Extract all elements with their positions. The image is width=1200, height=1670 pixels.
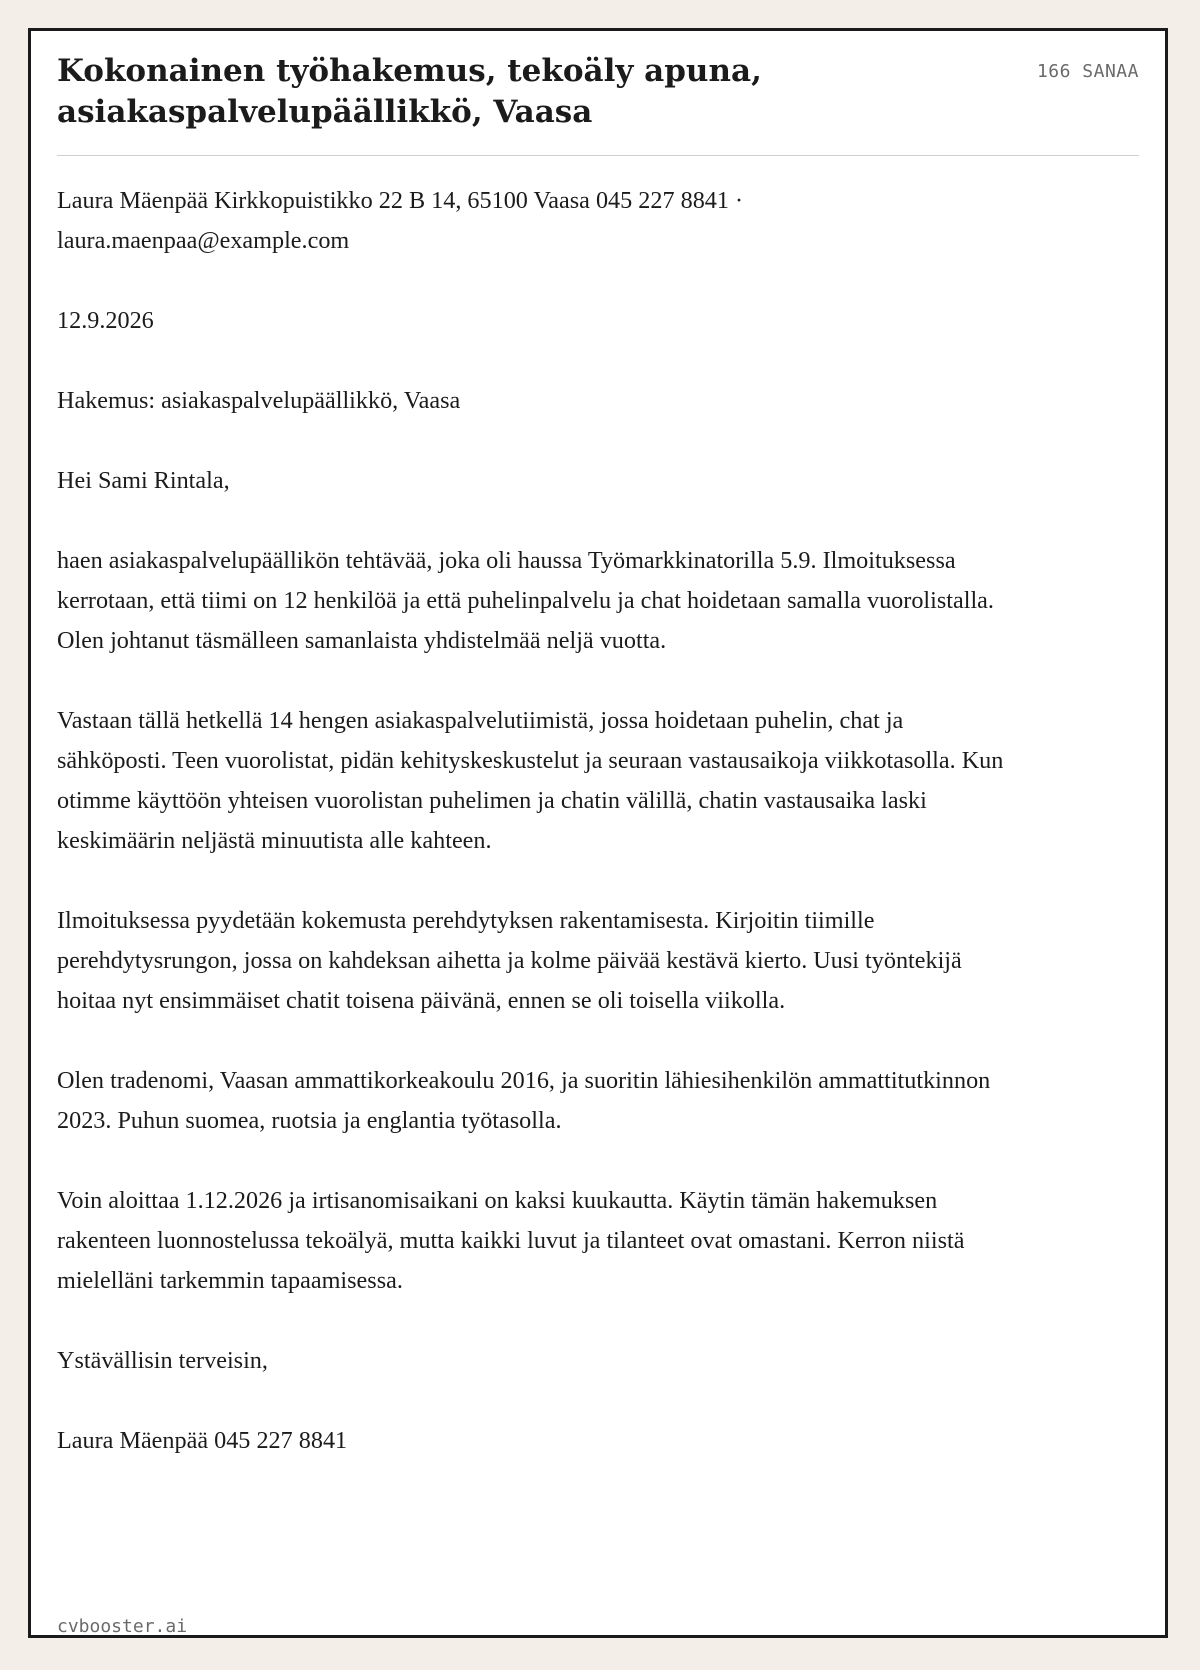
letter-signature: Laura Mäenpää 045 227 8841 [57,1427,348,1454]
letter-paragraph: Ilmoituksessa pyydetään kokemusta perehdytyksen rakentamisesta. Kirjoitin tiimille perehdytysrungon, jossa on kahdeksan aihetta ja kolme päivää kestävä kierto. Uusi työntekijä hoitaa nyt ensimmäiset chatit toisena päivänä, ennen se oli toisella viikolla. [57,907,962,1014]
letter-paragraph: Voin aloittaa 1.12.2026 ja irtisanomisaikani on kaksi kuukautta. Käytin tämän hakemuksen rakenteen luonnostelussa tekoälyä, mutta kaikki luvut ja tilanteet ovat omastani. Kerron niistä mielelläni tarkemmin tapaamisessa. [57,1187,965,1294]
letter-date: 12.9.2026 [57,307,154,334]
letter-paragraph: Vastaan tällä hetkellä 14 hengen asiakaspalvelutiimistä, jossa hoidetaan puhelin, chat ja sähköposti. Teen vuorolistat, pidän kehityskeskustelut ja seuraan vastausaikoja viikkotasolla. Kun otimme käyttöön yhteisen vuorolistan puhelimen ja chatin välillä, chatin vastausaika laski keskimäärin neljästä minuutista alle kahteen. [57,707,1004,854]
letter-greeting: Hei Sami Rintala, [57,467,230,494]
letter-closing: Ystävällisin terveisin, [57,1347,268,1374]
page-title: Kokonainen työhakemus, tekoäly apuna, asiakaspalvelupäällikkö, Vaasa [57,53,762,130]
letter-paragraph: haen asiakaspalvelupäällikön tehtävää, joka oli haussa Työmarkkinatorilla 5.9. Ilmoituksessa kerrotaan, että tiimi on 12 henkilöä ja että puhelinpalvelu ja chat hoidetaan samalla vuorolistalla. Olen johtanut täsmälleen samanlaista yhdistelmää neljä vuotta. [57,547,994,654]
letter-paragraph: Olen tradenomi, Vaasan ammattikorkeakoulu 2016, ja suoritin lähiesihenkilön ammattitutkinnon 2023. Puhun suomea, ruotsia ja englantia työtasolla. [57,1067,991,1134]
word-count-badge: 166 SANAA [1036,61,1139,82]
letter-sheet [28,28,1168,1638]
footer-brand: cvbooster.ai [57,1616,188,1637]
letter-subject: Hakemus: asiakaspalvelupäällikkö, Vaasa [57,387,461,414]
letter-body [57,181,1017,1461]
letter-header [57,51,1139,156]
sender-contact: Laura Mäenpää Kirkkopuistikko 22 B 14, 65100 Vaasa 045 227 8841 · laura.maenpaa@example.com [57,187,744,254]
